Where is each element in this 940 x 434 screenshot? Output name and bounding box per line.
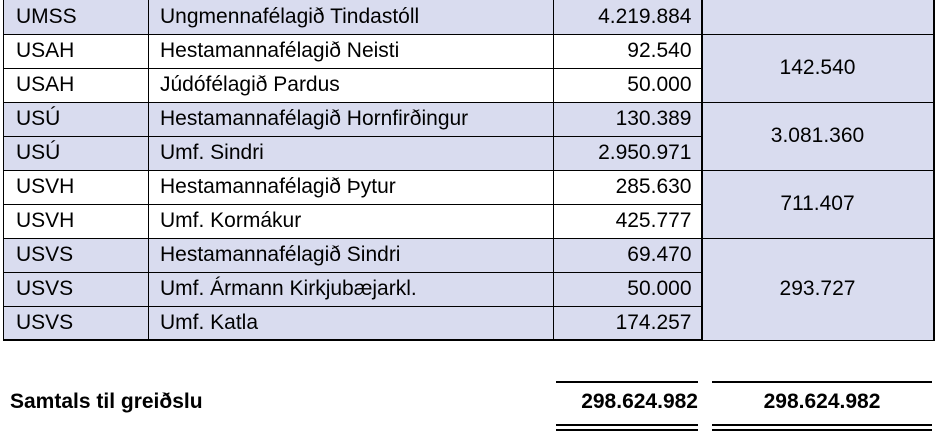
group-total-top-rule xyxy=(712,381,932,383)
group-total-usu: 3.081.360 xyxy=(702,102,934,170)
table-row xyxy=(4,34,934,68)
club-code: USÚ xyxy=(4,102,149,136)
club-code: USAH xyxy=(4,34,149,68)
club-code: USVH xyxy=(4,170,149,204)
group-total-double-underline xyxy=(712,424,932,431)
club-name: Júdófélagið Pardus xyxy=(149,68,554,102)
club-amount: 92.540 xyxy=(554,34,702,68)
group-total-usvh: 711.407 xyxy=(702,170,934,238)
club-code: USAH xyxy=(4,68,149,102)
total-group-amount: 298.624.982 xyxy=(763,390,881,413)
club-amount: 425.777 xyxy=(554,204,702,238)
club-name: Umf. Katla xyxy=(149,306,554,340)
club-name: Hestamannafélagið Hornfirðingur xyxy=(149,102,554,136)
club-amount: 2.950.971 xyxy=(554,136,702,170)
table-row xyxy=(4,102,934,136)
club-amount: 174.257 xyxy=(554,306,702,340)
group-total-usvs: 293.727 xyxy=(702,238,934,340)
total-label: Samtals til greiðslu xyxy=(10,390,203,413)
club-amount: 130.389 xyxy=(554,102,702,136)
club-code: UMSS xyxy=(4,0,149,34)
total-amount: 298.624.982 xyxy=(581,390,698,413)
club-code: USVH xyxy=(4,204,149,238)
table-row xyxy=(4,0,934,34)
club-amount: 285.630 xyxy=(554,170,702,204)
club-amount: 50.000 xyxy=(554,68,702,102)
table-row xyxy=(4,238,934,272)
club-code: USVS xyxy=(4,272,149,306)
club-name: Hestamannafélagið Sindri xyxy=(149,238,554,272)
club-name: Umf. Sindri xyxy=(149,136,554,170)
club-amount: 4.219.884 xyxy=(554,0,702,34)
club-amount: 69.470 xyxy=(554,238,702,272)
club-code: USÚ xyxy=(4,136,149,170)
allocation-table xyxy=(3,0,935,341)
club-code: USVS xyxy=(4,238,149,272)
club-name: Hestamannafélagið Þytur xyxy=(149,170,554,204)
group-total-umss xyxy=(702,0,934,34)
club-name: Umf. Ármann Kirkjubæjarkl. xyxy=(149,272,554,306)
total-top-rule xyxy=(556,381,698,383)
group-total-usah: 142.540 xyxy=(702,34,934,102)
club-name: Ungmennafélagið Tindastóll xyxy=(149,0,554,34)
club-amount: 50.000 xyxy=(554,272,702,306)
club-code: USVS xyxy=(4,306,149,340)
club-name: Hestamannafélagið Neisti xyxy=(149,34,554,68)
table-row xyxy=(4,170,934,204)
total-double-underline xyxy=(556,424,698,431)
club-name: Umf. Kormákur xyxy=(149,204,554,238)
